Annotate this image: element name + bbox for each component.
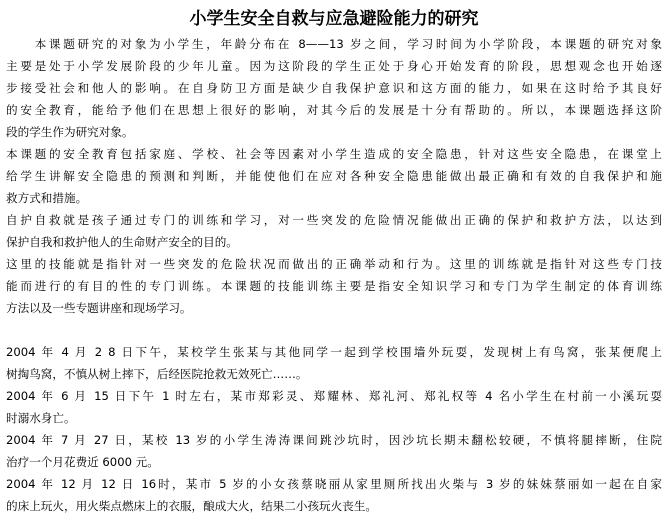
incident-line: 2004 年 6 月 15 日下午 1 时左右，某市郑彩灵、郑耀林、郑礼河、郑礼权等 4 名小学生在村前一小溪玩耍 bbox=[6, 389, 662, 403]
paragraph-line: 自护自救就是孩子通过专门的训练和学习，对一些突发的危险情况能做出正确的保护和救护方法，以达到 bbox=[6, 213, 662, 227]
paragraph-line: 的安全教育，能给予他们在思想上很好的影响，对其今后的发展是十分有帮助的。所以，本课题选择这阶 bbox=[6, 103, 662, 117]
paragraph-line: 能而进行的有目的性的专门训练。本课题的技能训练主要是指安全知识学习和专门为学生制定的体育训练 bbox=[6, 279, 662, 293]
paragraph-line: 这里的技能就是指针对一些突发的危险状况而做出的正确举动和行为。这里的训练就是指针对这些专门技 bbox=[6, 257, 662, 271]
incident-line: 时溺水身亡。 bbox=[6, 411, 76, 425]
incident-line: 2004 年 4 月 2 8 日下午，某校学生张某与其他同学一起到学校围墙外玩耍，发现树上有鸟窝，张某便爬上 bbox=[6, 345, 662, 359]
incident-line: 2004 年 12 月 12 日 16时，某市 5 岁的小女孩蔡晓丽从家里厕所找出火柴与 3 岁的妹妹蔡丽如一起在自家 bbox=[6, 477, 662, 491]
incident-line: 2004 年 7 月 27 日，某校 13 岁的小学生涛涛课间跳沙坑时，因沙坑长期未翻松较硬，不慎将腿摔断，住院 bbox=[6, 433, 662, 447]
blank-line bbox=[6, 320, 662, 340]
paragraph-line: 本课题的安全教育包括家庭、学校、社会等因素对小学生造成的安全隐患，针对这些安全隐患，在课堂上 bbox=[6, 147, 662, 161]
paragraph-line: 方法以及一些专题讲座和现场学习。 bbox=[6, 301, 192, 315]
paragraph-line: 段的学生作为研究对象。 bbox=[6, 125, 134, 139]
incident-line: 的床上玩火，用火柴点燃床上的衣服，酿成大火，结果二小孩玩火丧生。 bbox=[6, 499, 378, 513]
paragraph-line: 本课题研究的对象为小学生，年龄分布在 8——13 岁之间，学习时间为小学阶段，本课题的研究对象 bbox=[6, 37, 662, 51]
paragraph-line: 保护自我和救护他人的生命财产安全的目的。 bbox=[6, 235, 238, 249]
page-title: 小学生安全自救与应急避险能力的研究 bbox=[189, 9, 479, 29]
paragraph-line: 主要是处于小学发展阶段的少年儿童。因为这阶段的学生正处于身心开始发育的阶段，思想观念也开始逐 bbox=[6, 59, 662, 73]
paragraph-line: 救方式和措施。 bbox=[6, 191, 88, 205]
paragraph-line: 给学生讲解安全隐患的预测和判断，并能使他们在应对各种安全隐患能做出最正确和有效的自我保护和施 bbox=[6, 169, 662, 183]
incident-line: 治疗一个月花费近 6000 元。 bbox=[6, 455, 159, 469]
incident-line: 树掏鸟窝，不慎从树上摔下，后经医院抢救无效死亡……。 bbox=[6, 367, 308, 381]
paragraph-line: 步接受社会和他人的影响。在自身防卫方面是缺少自我保护意识和这方面的能力，如果在这时给予其良好 bbox=[6, 81, 662, 95]
